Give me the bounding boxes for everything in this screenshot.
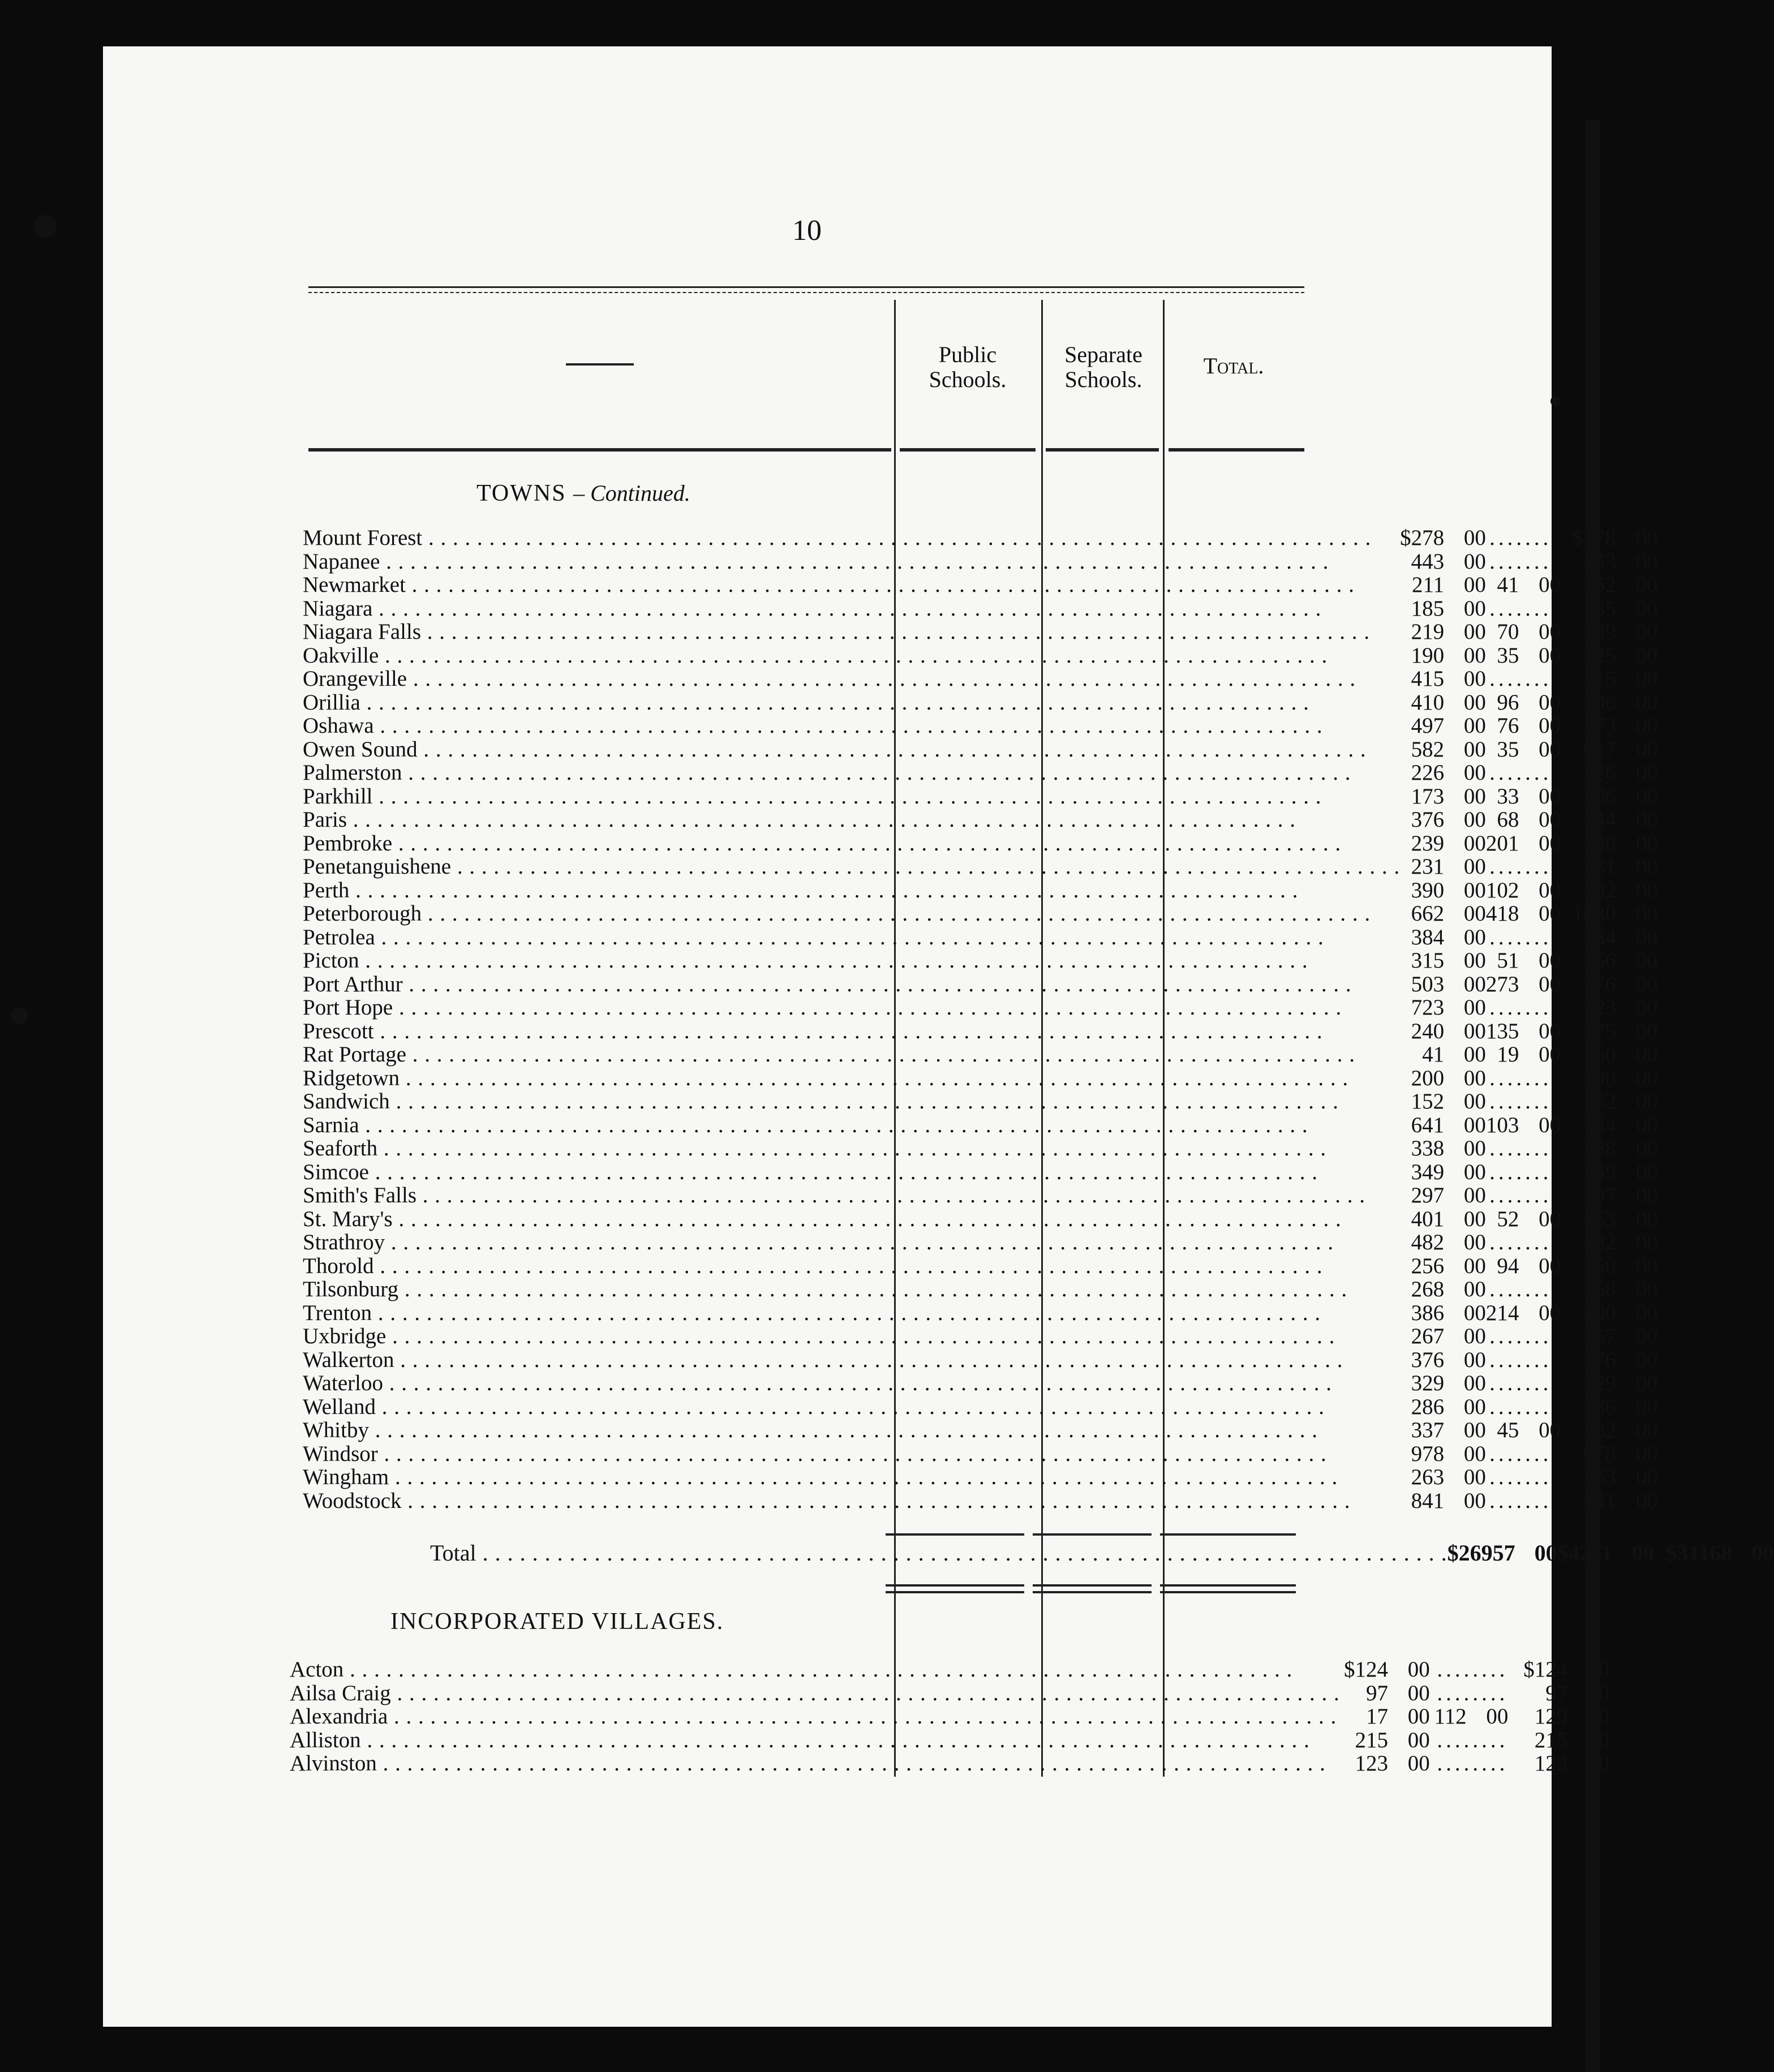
- row-public: 482 00: [1411, 1230, 1486, 1254]
- row-name: Sarnia . . .: [303, 1114, 1400, 1137]
- double-rule: [1160, 1584, 1296, 1593]
- row-public: $278 00: [1400, 526, 1486, 550]
- row-public: 386 00: [1411, 1300, 1486, 1325]
- table-row: [303, 1160, 1658, 1184]
- row-separate: 201 00: [1485, 831, 1561, 856]
- row-total: 506 00: [1583, 690, 1658, 715]
- table-row: [303, 1489, 1658, 1513]
- row-total: 123 00: [1534, 1751, 1609, 1776]
- towns-heading: TOWNS – Continued.: [476, 480, 690, 506]
- total-rule: [1033, 1533, 1152, 1537]
- col-header-total: Total.: [1203, 353, 1264, 379]
- row-name: Walkerton . . .: [303, 1348, 1400, 1372]
- villages-heading: INCORPORATED VILLAGES.: [390, 1609, 724, 1635]
- row-total: 297 00: [1583, 1183, 1658, 1207]
- header-rule: [1046, 448, 1159, 452]
- row-separate: 45 00: [1497, 1418, 1561, 1442]
- row-name: Smith's Falls . . .: [303, 1184, 1400, 1207]
- row-name: Ridgetown . . .: [303, 1067, 1400, 1090]
- row-public: 267 00: [1411, 1324, 1486, 1348]
- row-name: Alexandria . . .: [290, 1705, 1340, 1729]
- table-row: [303, 1372, 1658, 1395]
- table-row: [303, 1465, 1658, 1489]
- row-public: 190 00: [1411, 643, 1486, 668]
- row-total: 268 00: [1583, 1277, 1658, 1301]
- row-separate: 70 00: [1497, 620, 1561, 644]
- total-rule: [886, 1533, 1024, 1537]
- row-public: 401 00: [1411, 1206, 1486, 1231]
- row-total: $124 00: [1523, 1657, 1609, 1682]
- row-total: 286 00: [1583, 1394, 1658, 1419]
- top-rule: [308, 286, 1304, 288]
- row-public: 415 00: [1411, 667, 1486, 691]
- table-row: [303, 1043, 1658, 1067]
- row-name: Oakville . . .: [303, 644, 1400, 668]
- row-separate: 135 00: [1485, 1018, 1561, 1043]
- row-separate: ........: [1489, 1465, 1561, 1489]
- row-name: Woodstock . . .: [303, 1489, 1400, 1513]
- table-row: [303, 926, 1658, 949]
- row-total: 376 00: [1583, 1347, 1658, 1372]
- row-total: 382 00: [1583, 1418, 1658, 1442]
- row-public: 211 00: [1412, 573, 1486, 597]
- table-row: [303, 1278, 1658, 1301]
- row-name: Uxbridge . . .: [303, 1325, 1400, 1348]
- row-total: 329 00: [1583, 1371, 1658, 1395]
- row-name: Orillia . . .: [303, 691, 1400, 715]
- row-public: 410 00: [1411, 690, 1486, 715]
- row-total: 289 00: [1583, 620, 1658, 644]
- row-name: St. Mary's . . .: [303, 1207, 1400, 1231]
- table-row: [303, 949, 1658, 973]
- table-row: [303, 1090, 1658, 1114]
- col-header-public: Public Schools.: [929, 342, 1007, 392]
- row-public: 239 00: [1411, 831, 1486, 856]
- table-row: [303, 691, 1658, 715]
- row-name: Welland . . .: [303, 1395, 1400, 1419]
- row-separate: ........: [1437, 1657, 1509, 1682]
- row-total: 349 00: [1583, 1159, 1658, 1184]
- row-name: Niagara . . .: [303, 597, 1400, 621]
- row-separate: ........: [1489, 596, 1561, 621]
- row-name: Tilsonburg . . .: [303, 1278, 1400, 1301]
- row-separate: 418 00: [1485, 901, 1561, 926]
- row-separate: 35 00: [1497, 737, 1561, 762]
- row-separate: ........: [1489, 1136, 1561, 1160]
- row-separate: ........: [1489, 1159, 1561, 1184]
- row-total: 440 00: [1583, 831, 1658, 856]
- table-row: [303, 761, 1658, 785]
- table-row: [303, 1301, 1658, 1325]
- row-total: 338 00: [1583, 1136, 1658, 1160]
- table-row: [303, 785, 1658, 809]
- row-name: Niagara Falls . . .: [303, 620, 1400, 644]
- row-total: 215 00: [1534, 1727, 1609, 1752]
- row-total: 267 00: [1583, 1324, 1658, 1348]
- row-separate: ........: [1437, 1727, 1509, 1752]
- row-public: 231 00: [1411, 854, 1486, 879]
- table-row: [290, 1729, 1609, 1752]
- row-separate: ........: [1489, 1324, 1561, 1348]
- row-total: 225 00: [1583, 643, 1658, 668]
- row-total: 453 00: [1583, 1206, 1658, 1231]
- row-total: 415 00: [1583, 667, 1658, 691]
- total-total: $31168 00: [1665, 1540, 1774, 1566]
- towns-total-row: [303, 1541, 1774, 1565]
- row-separate: ........: [1489, 1065, 1561, 1090]
- row-name: Mount Forest . . .: [303, 526, 1400, 550]
- row-total: 1080 00: [1572, 901, 1658, 926]
- row-public: 226 00: [1411, 760, 1486, 785]
- table-row: [303, 1020, 1658, 1043]
- row-total: 723 00: [1583, 995, 1658, 1020]
- table-row: [303, 973, 1658, 996]
- table-row: [303, 738, 1658, 762]
- row-separate: ........: [1489, 1394, 1561, 1419]
- row-separate: 41 00: [1497, 573, 1561, 597]
- total-public: $26957 00: [1447, 1540, 1557, 1566]
- table-row: [303, 808, 1658, 832]
- row-separate: 94 00: [1497, 1253, 1561, 1278]
- villages-table: [290, 1658, 1609, 1776]
- row-total: 573 00: [1583, 713, 1658, 738]
- row-separate: ........: [1489, 1347, 1561, 1372]
- row-public: 200 00: [1411, 1065, 1486, 1090]
- row-public: 268 00: [1411, 1277, 1486, 1301]
- row-public: 497 00: [1411, 713, 1486, 738]
- row-total: 617 00: [1583, 737, 1658, 762]
- row-separate: ........: [1437, 1751, 1509, 1776]
- table-row: [303, 526, 1658, 550]
- row-total: 776 00: [1583, 971, 1658, 996]
- row-separate: ........: [1489, 995, 1561, 1020]
- scan-speck: [1550, 396, 1561, 406]
- row-public: 384 00: [1411, 925, 1486, 949]
- col-header-separate: Separate Schools.: [1064, 342, 1142, 392]
- row-name: Prescott . . .: [303, 1020, 1400, 1043]
- row-name: Strathroy . . .: [303, 1231, 1400, 1254]
- row-name: Wingham . . .: [303, 1465, 1400, 1489]
- row-name: Windsor . . .: [303, 1442, 1400, 1466]
- row-name: Ailsa Craig . . .: [290, 1682, 1340, 1705]
- row-total: 206 00: [1583, 784, 1658, 809]
- row-separate: 102 00: [1485, 878, 1561, 902]
- table-row: [303, 667, 1658, 691]
- table-row: [303, 1207, 1658, 1231]
- row-public: 152 00: [1411, 1089, 1486, 1114]
- scan-speck: [11, 1007, 28, 1024]
- row-separate: 273 00: [1485, 971, 1561, 996]
- row-name: Waterloo . . .: [303, 1372, 1400, 1395]
- row-public: 337 00: [1411, 1418, 1486, 1442]
- row-total: 384 00: [1583, 925, 1658, 949]
- row-total: 350 00: [1583, 1253, 1658, 1278]
- row-name: Rat Portage . . .: [303, 1043, 1400, 1067]
- row-name: Seaforth . . .: [303, 1137, 1400, 1160]
- row-public: 376 00: [1411, 1347, 1486, 1372]
- row-name: Simcoe . . .: [303, 1160, 1400, 1184]
- row-separate: ........: [1489, 667, 1561, 691]
- table-row: [303, 597, 1658, 621]
- row-name: Orangeville . . .: [303, 667, 1400, 691]
- row-total: 375 00: [1583, 1018, 1658, 1043]
- row-public: 219 00: [1411, 620, 1486, 644]
- table-row: [290, 1752, 1609, 1776]
- table-row: [303, 832, 1658, 856]
- row-public: 41 00: [1422, 1042, 1486, 1067]
- row-name: Port Arthur . . .: [303, 973, 1400, 996]
- table-row: [303, 620, 1658, 644]
- row-name: Owen Sound . . .: [303, 738, 1400, 762]
- row-total: 200 00: [1583, 1065, 1658, 1090]
- row-public: 503 00: [1411, 971, 1486, 996]
- table-row: [303, 1137, 1658, 1160]
- row-name: Palmerston . . .: [303, 761, 1400, 785]
- row-total: 226 00: [1583, 760, 1658, 785]
- table-row: [303, 1254, 1658, 1278]
- row-separate: 35 00: [1497, 643, 1561, 668]
- row-separate: 33 00: [1497, 784, 1561, 809]
- row-name: Pembroke . . .: [303, 832, 1400, 856]
- row-separate: 52 00: [1497, 1206, 1561, 1231]
- table-row: [303, 1325, 1658, 1348]
- row-name: Whitby . . .: [303, 1418, 1400, 1442]
- row-separate: 68 00: [1497, 807, 1561, 832]
- total-separate: $4211 00: [1557, 1540, 1655, 1566]
- header-dash: [566, 363, 634, 366]
- row-separate: ........: [1489, 1183, 1561, 1207]
- row-name: Acton . . .: [290, 1658, 1340, 1682]
- table-row: [303, 1114, 1658, 1137]
- row-name: Perth . . .: [303, 879, 1400, 902]
- row-separate: ........: [1489, 1089, 1561, 1114]
- row-total: 60 00: [1594, 1042, 1658, 1067]
- row-separate: ........: [1489, 1488, 1561, 1513]
- row-public: $124 00: [1344, 1657, 1430, 1682]
- row-total: 129 00: [1534, 1704, 1609, 1729]
- row-public: 329 00: [1411, 1371, 1486, 1395]
- row-total: 978 00: [1583, 1441, 1658, 1466]
- scan-speck: [34, 215, 57, 238]
- row-public: 662 00: [1411, 901, 1486, 926]
- row-total: 185 00: [1583, 596, 1658, 621]
- row-total: 252 00: [1583, 573, 1658, 597]
- table-row: [303, 550, 1658, 574]
- table-row: [303, 1418, 1658, 1442]
- row-public: 215 00: [1355, 1727, 1430, 1752]
- table-row: [303, 644, 1658, 668]
- row-separate: ........: [1489, 925, 1561, 949]
- row-separate: ........: [1489, 854, 1561, 879]
- row-separate: 51 00: [1497, 948, 1561, 973]
- row-public: 315 00: [1411, 948, 1486, 973]
- row-total: $278 00: [1572, 526, 1658, 550]
- row-public: 338 00: [1411, 1136, 1486, 1160]
- row-public: 286 00: [1411, 1394, 1486, 1419]
- top-rule-dashed: [308, 292, 1304, 293]
- double-rule: [886, 1584, 1024, 1593]
- row-name: Alvinston . . .: [290, 1752, 1340, 1776]
- row-public: 263 00: [1411, 1465, 1486, 1489]
- row-name: Paris . . .: [303, 808, 1400, 832]
- row-separate: 76 00: [1497, 713, 1561, 738]
- row-total: 152 00: [1583, 1089, 1658, 1114]
- row-public: 240 00: [1411, 1018, 1486, 1043]
- table-row: [303, 1231, 1658, 1254]
- row-name: Trenton . . .: [303, 1301, 1400, 1325]
- row-name: Petrolea . . .: [303, 926, 1400, 949]
- row-name: Port Hope . . .: [303, 996, 1400, 1020]
- header-rule: [900, 448, 1036, 452]
- row-total: 231 00: [1583, 854, 1658, 879]
- row-total: 841 00: [1583, 1488, 1658, 1513]
- row-public: 841 00: [1411, 1488, 1486, 1513]
- table-row: [303, 1348, 1658, 1372]
- table-row: [303, 1442, 1658, 1466]
- row-name: Oshawa . . .: [303, 714, 1400, 738]
- row-separate: 19 00: [1497, 1042, 1561, 1067]
- row-separate: ........: [1489, 1441, 1561, 1466]
- table-row: [290, 1705, 1609, 1729]
- row-separate: 96 00: [1497, 690, 1561, 715]
- row-separate: ........: [1489, 760, 1561, 785]
- table-row: [303, 714, 1658, 738]
- total-rule: [1160, 1533, 1296, 1537]
- row-total: 97 00: [1545, 1680, 1609, 1705]
- row-name: Penetanguishene . . .: [303, 855, 1400, 879]
- row-total: 492 00: [1583, 878, 1658, 902]
- row-name: Newmarket . . .: [303, 573, 1400, 597]
- table-row: [303, 573, 1658, 597]
- row-public: 17 00: [1366, 1704, 1430, 1729]
- table-row: [303, 855, 1658, 879]
- row-total: 482 00: [1583, 1230, 1658, 1254]
- row-total: 600 00: [1583, 1300, 1658, 1325]
- towns-table: [303, 526, 1658, 1512]
- row-total: 443 00: [1583, 549, 1658, 574]
- row-separate: ........: [1489, 1230, 1561, 1254]
- row-public: 173 00: [1411, 784, 1486, 809]
- row-public: 390 00: [1411, 878, 1486, 902]
- table-row: [303, 879, 1658, 902]
- row-public: 256 00: [1411, 1253, 1486, 1278]
- double-rule: [1033, 1584, 1152, 1593]
- row-name: Thorold . . .: [303, 1254, 1400, 1278]
- row-separate: 214 00: [1485, 1300, 1561, 1325]
- row-separate: ........: [1489, 549, 1561, 574]
- row-separate: ........: [1489, 1277, 1561, 1301]
- table-row: [303, 902, 1658, 926]
- row-name: Parkhill . . .: [303, 785, 1400, 809]
- row-total: 366 00: [1583, 948, 1658, 973]
- row-public: 376 00: [1411, 807, 1486, 832]
- table-row: [290, 1682, 1609, 1705]
- row-separate: ........: [1437, 1680, 1509, 1705]
- row-total: 744 00: [1583, 1112, 1658, 1137]
- row-separate: 112 00: [1434, 1704, 1509, 1729]
- header-rule: [308, 448, 891, 452]
- row-public: 443 00: [1411, 549, 1486, 574]
- header-rule: [1169, 448, 1304, 452]
- row-total: 444 00: [1583, 807, 1658, 832]
- row-name: Peterborough . . .: [303, 902, 1400, 926]
- row-public: 123 00: [1355, 1751, 1430, 1776]
- row-public: 185 00: [1411, 596, 1486, 621]
- row-name: Napanee . . .: [303, 550, 1400, 574]
- row-public: 349 00: [1411, 1159, 1486, 1184]
- table-row: [290, 1658, 1609, 1682]
- row-separate: ........: [1489, 526, 1561, 550]
- row-public: 582 00: [1411, 737, 1486, 762]
- table-row: [303, 996, 1658, 1020]
- row-name: Alliston . . .: [290, 1729, 1340, 1752]
- row-name: Sandwich . . .: [303, 1090, 1400, 1114]
- row-public: 978 00: [1411, 1441, 1486, 1466]
- row-total: 263 00: [1583, 1465, 1658, 1489]
- page-number: 10: [792, 214, 822, 247]
- total-label: Total . . .: [303, 1541, 1447, 1565]
- row-public: 723 00: [1411, 995, 1486, 1020]
- row-separate: ........: [1489, 1371, 1561, 1395]
- row-public: 297 00: [1411, 1183, 1486, 1207]
- row-separate: 103 00: [1485, 1112, 1561, 1137]
- table-row: [303, 1395, 1658, 1419]
- row-name: Picton . . .: [303, 949, 1400, 973]
- row-public: 641 00: [1411, 1112, 1486, 1137]
- table-row: [303, 1184, 1658, 1207]
- table-row: [303, 1067, 1658, 1090]
- row-public: 97 00: [1366, 1680, 1430, 1705]
